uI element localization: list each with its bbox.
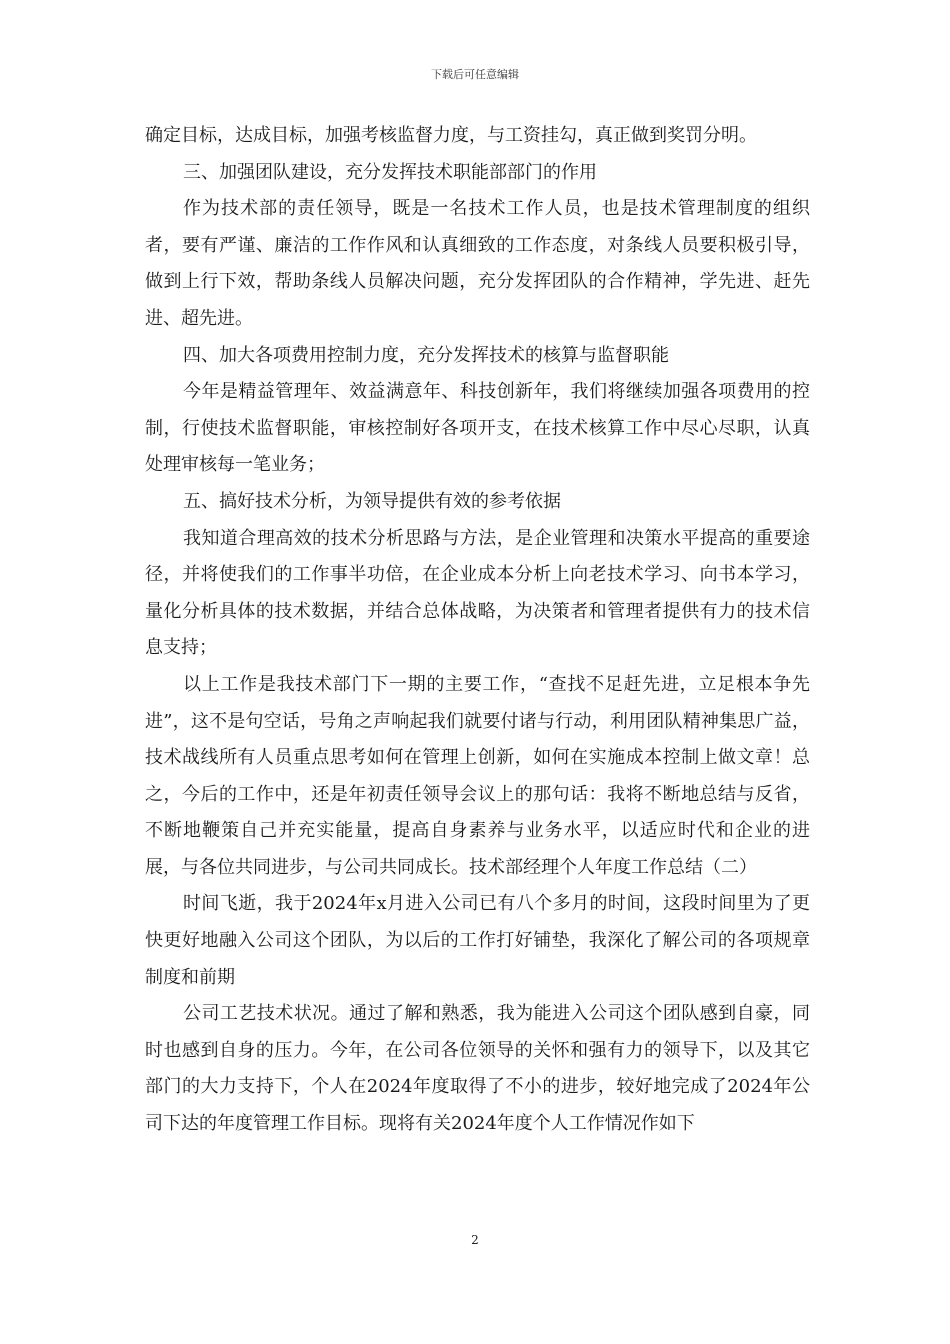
document-body — [145, 118, 810, 1143]
page-header: 下载后可任意编辑 — [431, 68, 519, 81]
paragraph: 时间飞逝，我于2024年x月进入公司已有八个多月的时间，这段时间里为了更快更好地融入公司这个团队，为以后的工作打好铺垫，我深化了解公司的各项规章制度和前期 — [145, 893, 810, 988]
paragraph: 我知道合理高效的技术分析思路与方法，是企业管理和决策水平提高的重要途径，并将使我们的工作事半功倍，在企业成本分析上向老技术学习、向书本学习，量化分析具体的技术数据，并结合总体战略，为决策者和管理者提供有力的技术信息支持； — [145, 527, 810, 659]
section-heading: 四、加大各项费用控制力度，充分发挥技术的核算与监督职能 — [183, 344, 669, 366]
section-heading: 三、加强团队建设，充分发挥技术职能部部门的作用 — [183, 161, 597, 183]
paragraph: 作为技术部的责任领导，既是一名技术工作人员，也是技术管理制度的组织者，要有严谨、廉洁的工作作风和认真细致的工作态度，对条线人员要积极引导，做到上行下效，帮助条线人员解决问题，充分发挥团队的合作精神，学先进、赶先进、超先进。 — [145, 198, 810, 329]
paragraph: 以上工作是我技术部门下一期的主要工作，“查找不足赶先进，立足根本争先进”，这不是句空话，号角之声响起我们就要付诸与行动，利用团队精神集思广益，技术战线所有人员重点思考如何在管理上创新，如何在实施成本控制上做文章！总之，今后的工作中，还是年初责任领导会议上的那句话：我将不断地总结与反省，不断地鞭策自己并充实能量，提高自身素养与业务水平，以适应时代和企业的进展，与各位共同进步，与公司共同成长。技术部经理个人年度工作总结（二） — [145, 673, 810, 878]
paragraph: 公司工艺技术状况。通过了解和熟悉，我为能进入公司这个团队感到自豪，同时也感到自身的压力。今年，在公司各位领导的关怀和强有力的领导下，以及其它部门的大力支持下，个人在2024年度取得了不小的进步，较好地完成了2024年公司下达的年度管理工作目标。现将有关2024年度个人工作情况作如下 — [145, 1003, 810, 1135]
paragraph: 确定目标，达成目标，加强考核监督力度，与工资挂勾，真正做到奖罚分明。 — [145, 125, 757, 146]
paragraph: 今年是精益管理年、效益满意年、科技创新年，我们将继续加强各项费用的控制，行使技术监督职能，审核控制好各项开支，在技术核算工作中尽心尽职，认真处理审核每一笔业务； — [145, 381, 810, 476]
page-number: 2 — [471, 1233, 479, 1247]
section-heading: 五、搞好技术分析，为领导提供有效的参考依据 — [183, 490, 561, 512]
